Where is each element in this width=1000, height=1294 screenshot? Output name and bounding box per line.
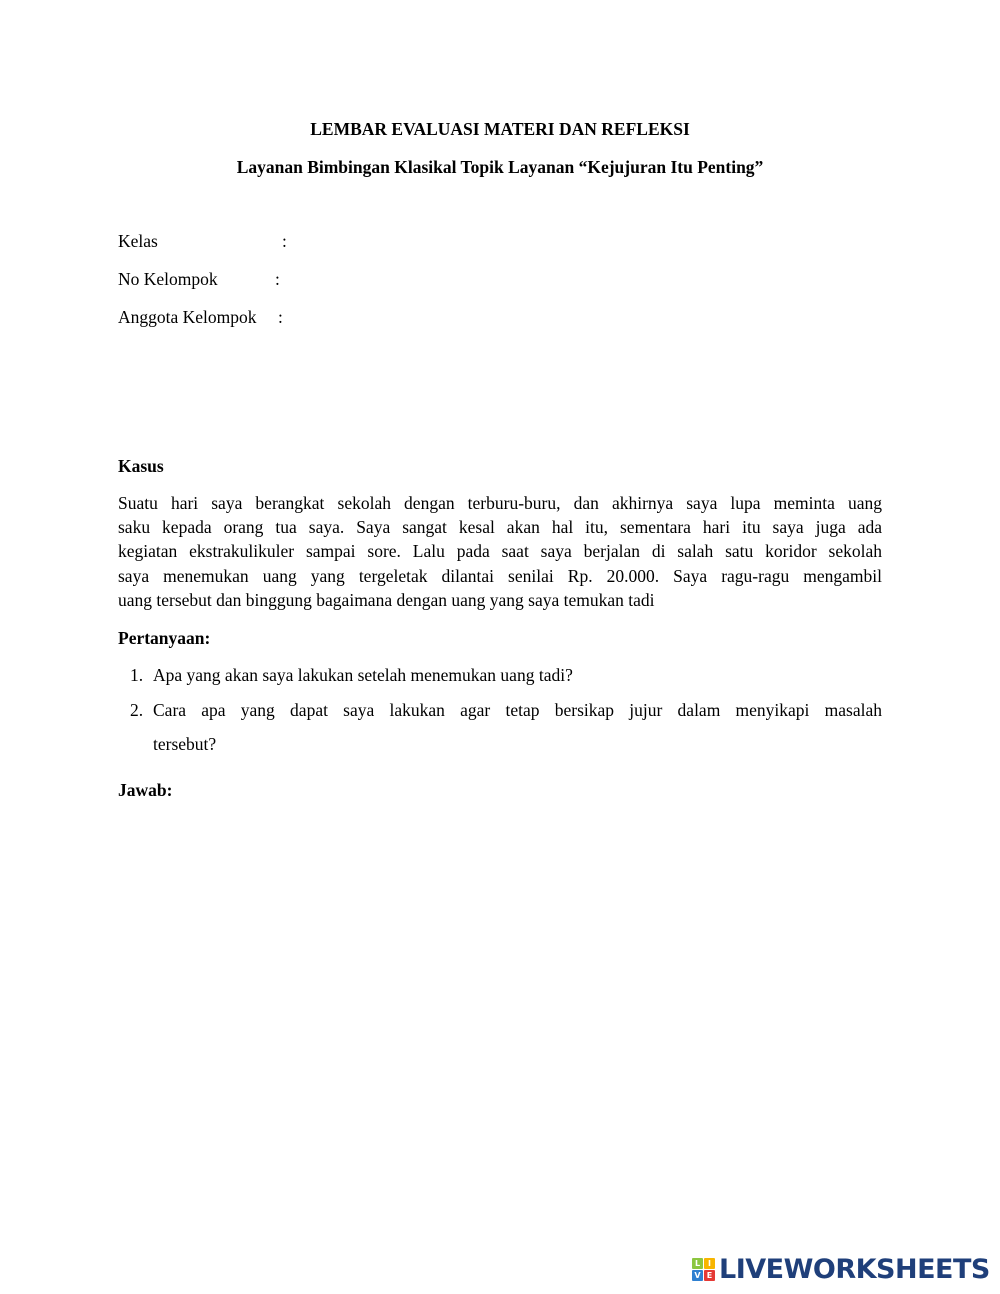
case-line: saku kepada orang tua saya. Saya sangat kesal akan hal itu, sementara hari itu saya juga ada [118, 517, 882, 537]
questions-heading: Pertanyaan: [118, 628, 211, 648]
question-text: Apa yang akan saya lakukan setelah menemukan uang tadi? [153, 665, 573, 685]
question-text: tersebut? [153, 734, 217, 754]
case-line: uang tersebut dan binggung bagaimana dengan uang yang saya temukan tadi [118, 590, 655, 610]
question-text: Cara apa yang dapat saya lakukan agar tetap bersikap jujur dalam menyikapi masalah [153, 700, 882, 720]
logo-letter: L [692, 1258, 703, 1269]
question-number: 2. [130, 700, 144, 720]
liveworksheets-logo [692, 1254, 990, 1285]
answer-heading: Jawab: [118, 780, 173, 800]
logo-letter: I [704, 1258, 715, 1269]
case-line: kegiatan ekstrakulikuler sampai sore. Lalu pada saat saya berjalan di salah satu koridor sekolah [118, 541, 882, 561]
field-kelompok-label: No Kelompok [118, 269, 218, 289]
field-anggota-sep: : [278, 307, 283, 327]
case-heading: Kasus [118, 456, 164, 476]
logo-icon [692, 1258, 715, 1281]
page-title: LEMBAR EVALUASI MATERI DAN REFLEKSI [310, 119, 690, 139]
field-kelompok-sep: : [275, 269, 280, 289]
case-line: Suatu hari saya berangkat sekolah dengan terburu-buru, dan akhirnya saya lupa meminta uang [118, 493, 882, 513]
field-anggota-label: Anggota Kelompok [118, 307, 257, 327]
logo-letter: V [692, 1270, 703, 1281]
field-kelas-sep: : [282, 231, 287, 251]
question-number: 1. [130, 665, 144, 685]
page-subtitle: Layanan Bimbingan Klasikal Topik Layanan “Kejujuran Itu Penting” [236, 157, 764, 177]
field-kelas-label: Kelas [118, 231, 158, 251]
logo-text: LIVEWORKSHEETS [719, 1254, 990, 1285]
case-line: saya menemukan uang yang tergeletak dilantai senilai Rp. 20.000. Saya ragu-ragu mengambil [118, 566, 882, 586]
logo-letter: E [704, 1270, 715, 1281]
